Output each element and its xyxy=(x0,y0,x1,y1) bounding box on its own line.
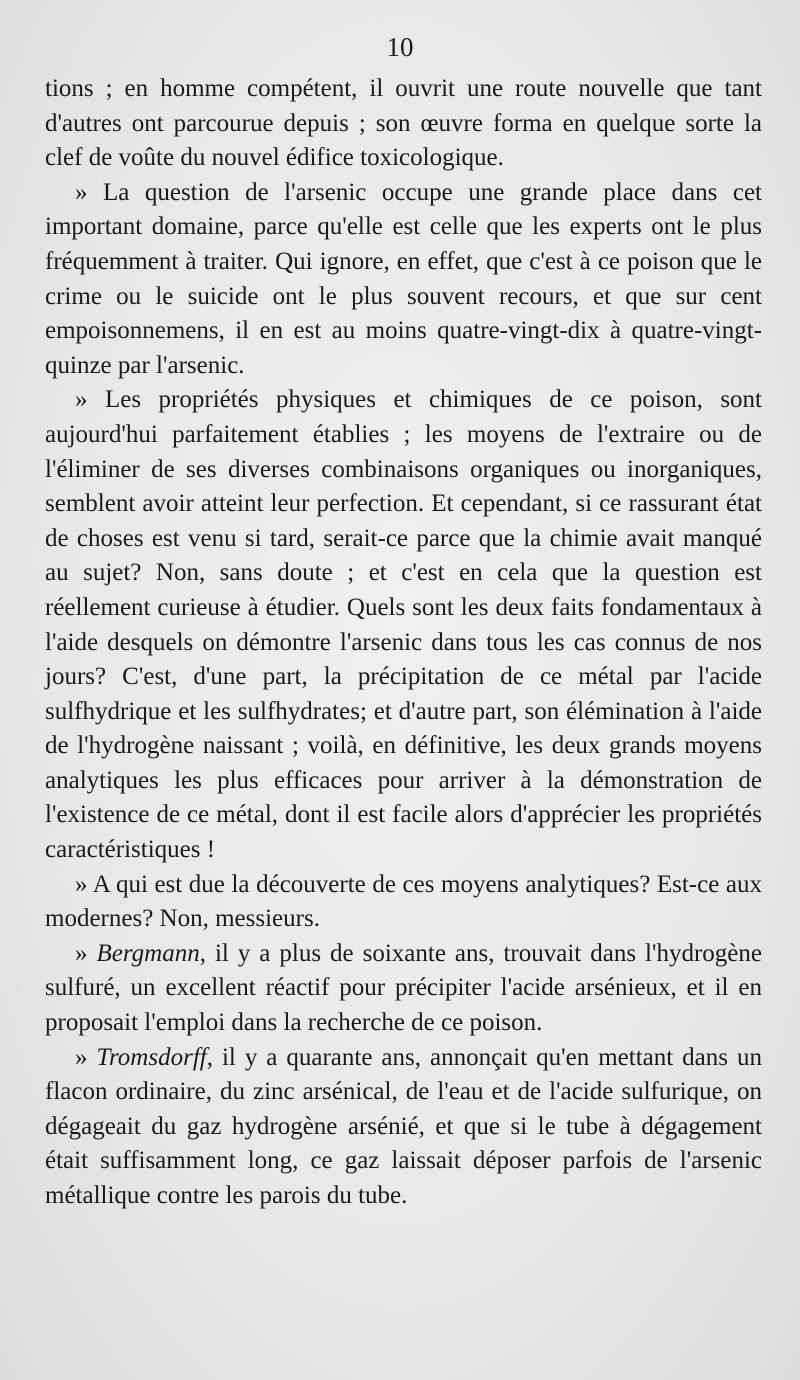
body-text xyxy=(45,72,762,1214)
quote-mark: » xyxy=(75,939,97,967)
person-name: Bergmann xyxy=(96,939,200,967)
person-name: Tromsdorff xyxy=(96,1043,207,1071)
paragraph: » A qui est due la découverte de ces moyens analytiques? Est-ce aux modernes? Non, messieurs. xyxy=(45,870,762,933)
paragraph: tions ; en homme compétent, il ouvrit une route nouvelle que tant d'autres ont parcourue depuis ; son œuvre forma en quelque sorte la clef de voûte du nouvel édifice toxicologique. xyxy=(45,75,762,172)
paragraph-text: , il y a plus de soixante ans, trouvait dans l'hydrogène sulfuré, un excellent réactif pour précipiter l'acide arsénieux, et il en proposait l'emploi dans la recherche de ce poison. xyxy=(45,939,762,1037)
paragraph-text: , il y a quarante ans, annonçait qu'en mettant dans un flacon ordinaire, du zinc arsénical, de l'eau et de l'acide sulfurique, on dégageait du gaz hydrogène arsénié, et que si le tube à dégagement était suffisamment long, ce gaz laissait déposer parfois de l'arsenic métallique contre les parois du tube. xyxy=(45,1043,762,1209)
paragraph xyxy=(45,937,762,1041)
paragraph: » La question de l'arsenic occupe une grande place dans cet important domaine, parce qu'elle est celle que les experts ont le plus fréquemment à traiter. Qui ignore, en effet, que c'est à ce poison que le crime ou le suicide ont le plus souvent recours, et que sur cent empoisonnemens, il en est au moins quatre-vingt-dix à quatre-vingt-quinze par l'arsenic. xyxy=(45,178,762,379)
paragraph xyxy=(45,1041,762,1214)
page-number: 10 xyxy=(386,32,414,62)
quote-mark: » xyxy=(75,1043,97,1071)
paragraph: » Les propriétés physiques et chimiques de ce poison, sont aujourd'hui parfaitement établies ; les moyens de l'extraire ou de l'éliminer de ses diverses combinaisons organiques ou inorganiques, semblent avoir atteint leur perfection. Et cependant, si ce rassurant état de choses est venu si tard, serait-ce parce que la chimie avait manqué au sujet? Non, sans doute ; et c'est en cela que la question est réellement curieuse à étudier. Quels sont les deux faits fondamentaux à l'aide desquels on démontre l'arsenic dans tous les cas connus de nos jours? C'est, d'une part, la précipitation de ce métal par l'acide sulfhydrique et les sulfhydrates; et d'autre part, son élémination à l'aide de l'hydrogène naissant ; voilà, en définitive, les deux grands moyens analytiques les plus efficaces pour arriver à la démonstration de l'existence de ce métal, dont il est facile alors d'apprécier les propriétés caractéristiques ! xyxy=(45,386,762,864)
